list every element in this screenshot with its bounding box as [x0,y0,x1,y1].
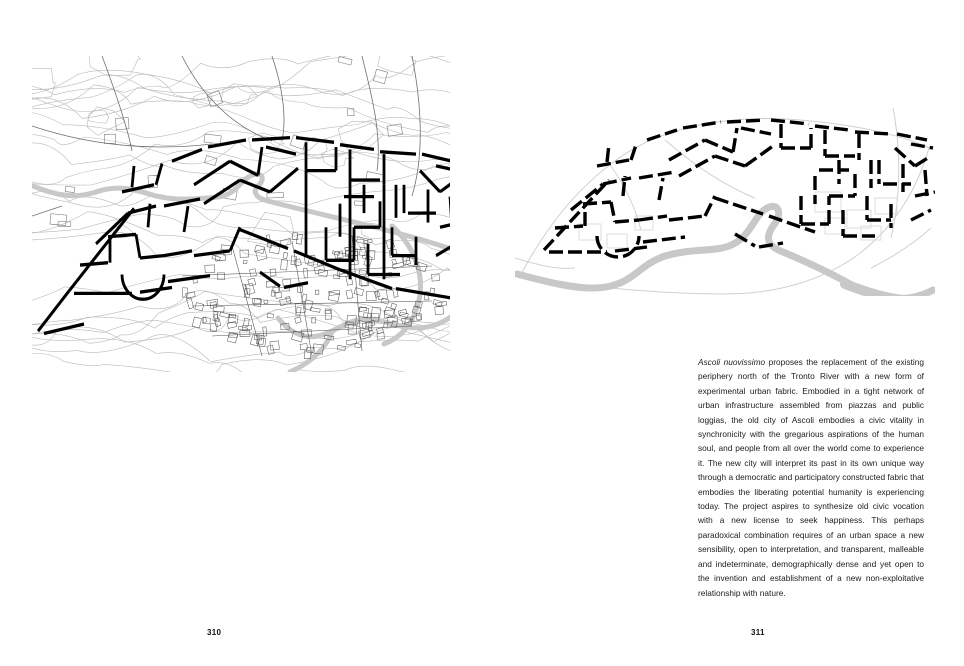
page-number-left: 310 [207,628,222,637]
project-description-body: proposes the replacement of the existing periphery north of the Tronto River with a new form of experimental urban fabric. Embodied in a tight network of urban infrastructure assembled from piazzas and public loggias, the old city of Ascoli embodies a civic vitality in synchronicity with the gregarious aspirations of the human soul, and people from all over the world come to experience it. The new city will interpret its past in its own unique way through a democratic and participatory constructed fabric that embodies the liberating potential humanity is experiencing today. The project aspires to synthesize old civic vocation with a new license to seek happiness. This perhaps paradoxical combination requires of an urban space a new sensibility, open to interpretation, and transparent, malleable and indeterminate, demographically dense and yet open to the invention and establishment of a new non-exploitative relationship with nature. [698,357,924,598]
page-right [482,0,964,666]
proposed-network-diagram [515,106,935,296]
figure-existing-city-map [32,56,450,372]
project-description [698,355,924,600]
figure-network-diagram [515,106,935,296]
page-number-right: 311 [751,628,765,637]
existing-city-map [32,56,450,372]
project-title-italic: Ascoli nuovissimo [698,357,766,367]
